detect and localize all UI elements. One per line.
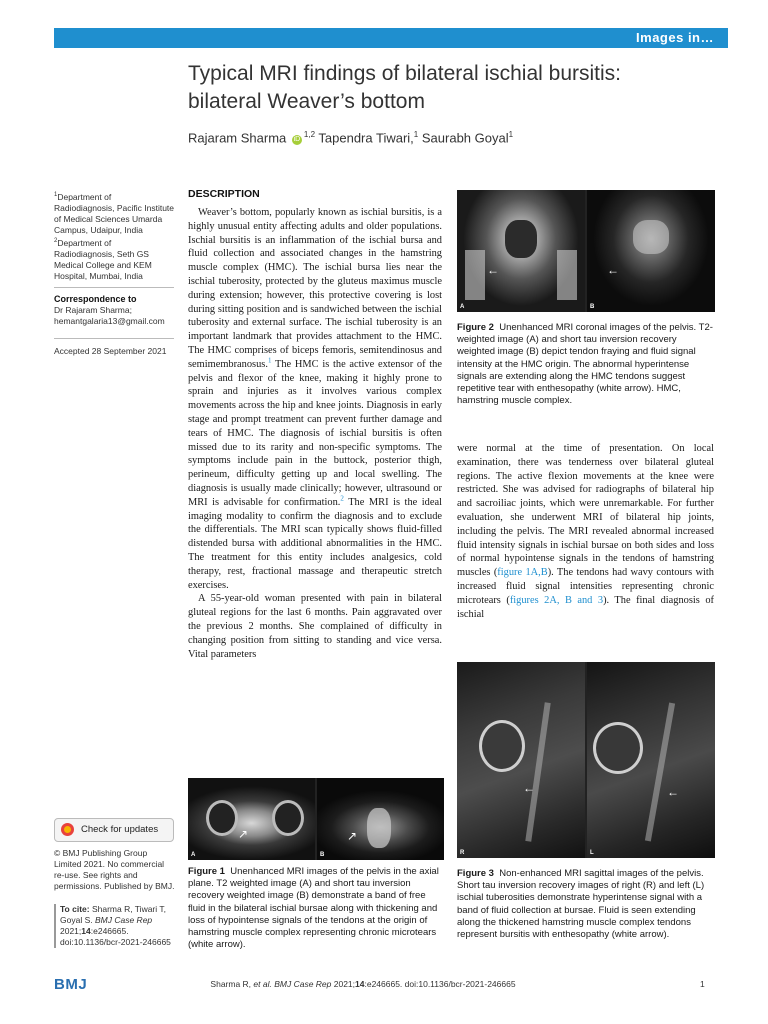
footer-citation-authors: Sharma R, [210,979,254,989]
affiliations [54,190,174,282]
panel-label: B [590,304,595,310]
accepted-date: Accepted 28 September 2021 [54,346,167,356]
cite-volume: 14 [81,926,91,936]
footer-citation-year: 2021; [331,979,356,989]
author-1-name[interactable]: Rajaram Sharma [188,130,287,146]
sidebar-divider [54,338,174,339]
figure-2-caption-text: Unenhanced MRI coronal images of the pelvis. T2-weighted image (A) and short tau inversion recovery weighted image (B) depict tendon fraying and fluid signal intensity at the HMC origin. The abnormal hyperintense signals are extending along the HMC tendons suggest repetitive tear with enthesopathy (white arrow). HMC, hamstring muscle complex. [457,322,713,407]
section-banner [54,28,728,48]
author-3-sup: 1 [508,130,514,139]
cite-journal: BMJ Case Rep [94,915,153,925]
panel-label: B [320,852,325,858]
footer-citation [188,979,538,989]
figure-2-label: Figure 2 [457,322,494,333]
figure-1-panel-b [317,778,444,860]
figure-3-label: Figure 3 [457,868,494,879]
affiliation-2-sup: 2 [54,237,58,244]
author-1-sup: 1,2 [303,130,316,139]
figure-3-caption-text: Non-enhanced MRI sagittal images of the pelvis. Short tau inversion recovery images of right (R) and left (L) ischial tuberosities demonstrate hyperintense signal with a band of fluid collection at bursae. Fluid is seen extending along the thickened hamstring muscle complex tendons represent bursitis with enthesopathy (white arrow). [457,868,705,941]
author-3-name[interactable]: Saurabh Goyal [421,130,509,146]
paragraph-3-part-c: ). The final diagnosis of ischial [457,594,714,620]
figure-1-label: Figure 1 [188,866,225,877]
figures-2-3-link[interactable]: figures 2A, B and 3 [509,594,604,606]
cite-authors: Sharma R, Tiwari T, Goyal S. [60,904,166,925]
body-column-1 [188,206,442,661]
affiliation-1: Department of Radiodiagnosis, Pacific Institute of Medical Sciences Umarda Campus, Udaipur, India [54,191,175,235]
paragraph-1 [188,206,442,592]
correspondence-email[interactable]: hemantgalaria13@gmail.com [54,316,165,326]
correspondence-heading: Correspondence to [54,294,137,304]
affiliation-2: Department of Radiodiagnosis, Seth GS Medical College and KEM Hospital, Mumbai, India [54,237,152,281]
author-2-sup: 1 [413,130,419,139]
correspondence-name: Dr Rajaram Sharma; [54,305,132,315]
paragraph-3-part-a: were normal at the time of presentation. On local examination, there was tenderness over bilateral gluteal regions. The active flexion movements at the knee were restricted. She was advised for radiographs of bilateral hip and sacroiliac joints, which were unremarkable. For further evaluation, she underwent MRI of bilateral hip joints, including the pelvis. The MRI revealed abnormal increased fluid intensity signals in ischial bursae on both sides and loss of normal hypointense signals in the tendons of hamstring muscles ( [457,443,714,579]
copyright-notice: © BMJ Publishing Group Limited 2021. No commercial re-use. See rights and permissions. Published by BMJ. [54,848,175,891]
paragraph-3 [457,442,714,621]
figure-3-image[interactable] [457,662,715,858]
footer-citation-doi: :e246665. doi:10.1136/bcr-2021-246665 [364,979,516,989]
body-column-2 [457,442,714,621]
footer-citation-journal: et al. BMJ Case Rep [253,979,332,989]
reference-1[interactable]: 1 [267,356,272,365]
panel-label: A [191,852,196,858]
page-number: 1 [700,979,705,989]
figure-1-caption-text: Unenhanced MRI images of the pelvis in the axial plane. T2 weighted image (A) and short tau inversion recovery weighted image (B) demonstrate a band of free fluid in the bilateral ischial bursae along with thickening and loss of hypointense signals of the tendons at the origin of hamstring muscle complex representing chronic microtears (white arrow). [188,866,439,951]
article-title [188,60,728,116]
correspondence [54,294,174,327]
figure-2-panel-a [457,190,585,312]
sidebar-divider [54,287,174,288]
section-heading: DESCRIPTION [188,188,260,200]
paragraph-1-part-c: The MRI is the ideal imaging modality to confirm the diagnosis and to exclude the differentials. The MRI scan typically shows fluid-filled distended bursa with additional abnormalities in the HMC. The treatment for this entity includes analgesics, cold therapy, rest, fractional massage and therapeutic stretch exercises. [188,496,442,591]
to-cite-box [54,904,180,948]
figure-1-image[interactable] [188,778,444,860]
arrow-icon: ↗ [238,827,249,841]
cite-year: 2021; [60,926,82,936]
figure-3-panel-l [587,662,715,858]
paragraph-1-part-a: Weaver’s bottom, popularly known as ischial bursitis, is a highly unusual entity affecting adults and older populations. Ischial bursitis is an inflammation of the ischial bursa and fluid collection and associated changes in the hamstring muscle complex (HMC). The ischial bursa lies near the ischial tuberosity, protected by the gluteus maximus muscle during extension; however, this protective covering is lost during sitting position and is sandwiched between the ischial tuberosity and external surface. The ischial tuberosity is an important landmark that provides attachment to the HMC. The HMC comprises of biceps femoris, semitendinosus and semimembranosus. [188,207,442,370]
arrow-icon: ← [523,781,535,795]
figure-1-caption [188,866,444,951]
reference-2[interactable]: 2 [340,494,344,503]
cite-rest: :e246665. doi:10.1136/bcr-2021-246665 [60,926,171,947]
arrow-icon: ← [487,263,499,277]
panel-label: R [460,850,465,856]
title-line-2: bilateral Weaver’s bottom [188,90,425,113]
arrow-icon: ← [607,263,619,277]
bmj-logo[interactable]: BMJ [54,976,88,993]
figure-1-link[interactable]: figure 1A,B [497,567,548,579]
author-list [188,130,728,145]
figure-1-panel-a [188,778,315,860]
affiliation-1-sup: 1 [54,192,58,198]
paragraph-2: A 55-year-old woman presented with pain in bilateral gluteal regions for the last 6 months. Pain aggravated over the previous 2 months. She complained of difficulty in changing position from sitting to standing and vice versa. Vital parameters [188,593,442,660]
cite-label: To cite: [60,904,90,914]
paragraph-3-part-b: ). The tendons had wavy contours with increased fluid signal intensities representing chronic microtears ( [457,567,714,606]
figure-3-panel-r [457,662,585,858]
figure-2-caption [457,322,717,407]
banner-label: Images in… [636,30,714,45]
check-updates-label: Check for updates [81,824,159,835]
title-line-1: Typical MRI findings of bilateral ischial bursitis: [188,62,622,85]
arrow-icon: ↗ [347,829,358,843]
panel-label: L [590,850,594,856]
paragraph-1-part-b: The HMC is the active extensor of the pelvis and flexor of the knee, making it highly prone to sprain and injuries as it involves various complex movements across the hip and knee joints. Diagnosis in early stage and prompt treatment can prevent further damage and tears of HMC. The diagnosis of ischial bursitis is often missed due to its rarity and non-specific symptoms. The symptoms include pain in the buttock, posterior thigh, perineum, difficulty getting up and local swelling. The diagnosis is usually made clinically; however, ultrasound or MRI is advisable for confirmation. [188,358,442,508]
crossmark-icon [61,823,74,836]
orcid-icon[interactable]: iD [293,136,301,144]
figure-2-image[interactable] [457,190,715,312]
author-2-name[interactable]: Tapendra Tiwari, [318,130,414,146]
footer-citation-volume: 14 [355,979,365,989]
figure-2-panel-b [587,190,715,312]
panel-label: A [460,304,465,310]
check-updates-button[interactable] [54,818,174,842]
figure-3-caption [457,868,717,941]
arrow-icon: ← [667,785,679,799]
